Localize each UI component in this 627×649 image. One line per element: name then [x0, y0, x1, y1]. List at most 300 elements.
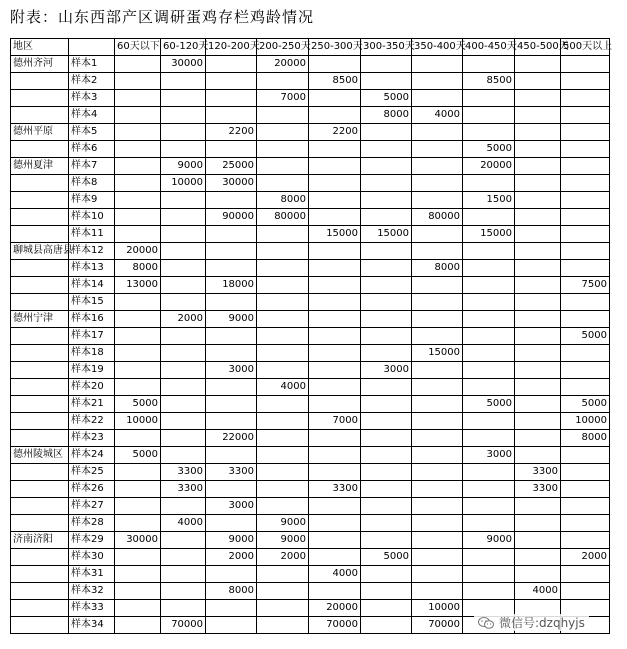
value-cell [161, 226, 206, 243]
value-cell [412, 226, 463, 243]
value-cell [309, 311, 361, 328]
value-cell: 4000 [309, 566, 361, 583]
value-cell [515, 447, 561, 464]
value-cell [412, 328, 463, 345]
table-row [11, 566, 610, 583]
value-cell: 90000 [206, 209, 257, 226]
sample-cell: 样本10 [69, 209, 115, 226]
value-cell: 3300 [206, 464, 257, 481]
region-cell [11, 345, 69, 362]
region-cell [11, 464, 69, 481]
value-cell [515, 73, 561, 90]
value-cell [463, 328, 515, 345]
value-cell [206, 396, 257, 413]
sample-cell: 样本34 [69, 617, 115, 634]
value-cell: 5000 [561, 396, 610, 413]
value-cell [515, 243, 561, 260]
value-cell [257, 617, 309, 634]
value-cell [115, 175, 161, 192]
table-row [11, 209, 610, 226]
table-row [11, 532, 610, 549]
value-cell: 8000 [257, 192, 309, 209]
value-cell [463, 362, 515, 379]
value-cell: 8000 [412, 260, 463, 277]
value-cell [412, 141, 463, 158]
value-cell [515, 311, 561, 328]
value-cell [361, 481, 412, 498]
value-cell [309, 362, 361, 379]
sample-cell: 样本7 [69, 158, 115, 175]
value-cell [361, 56, 412, 73]
value-cell [206, 413, 257, 430]
table-row [11, 379, 610, 396]
value-cell [257, 107, 309, 124]
value-cell: 20000 [463, 158, 515, 175]
value-cell [561, 379, 610, 396]
value-cell [206, 481, 257, 498]
value-cell [115, 515, 161, 532]
value-cell [361, 345, 412, 362]
value-cell [412, 481, 463, 498]
value-cell [561, 209, 610, 226]
value-cell [115, 158, 161, 175]
value-cell [412, 362, 463, 379]
column-header: 400-450天 [463, 39, 515, 56]
value-cell [206, 73, 257, 90]
sample-cell: 样本15 [69, 294, 115, 311]
value-cell [309, 243, 361, 260]
value-cell [412, 243, 463, 260]
region-cell [11, 226, 69, 243]
value-cell [515, 56, 561, 73]
value-cell [309, 260, 361, 277]
value-cell [412, 464, 463, 481]
region-cell [11, 90, 69, 107]
value-cell [515, 192, 561, 209]
value-cell [257, 430, 309, 447]
column-header: 200-250天 [257, 39, 309, 56]
value-cell [309, 379, 361, 396]
value-cell: 3000 [206, 362, 257, 379]
table-row [11, 124, 610, 141]
region-cell [11, 328, 69, 345]
column-header: 120-200天 [206, 39, 257, 56]
value-cell [361, 175, 412, 192]
value-cell [309, 583, 361, 600]
value-cell [257, 362, 309, 379]
region-cell: 德州宁津 [11, 311, 69, 328]
value-cell: 30000 [115, 532, 161, 549]
value-cell [412, 396, 463, 413]
value-cell [115, 124, 161, 141]
table-row [11, 294, 610, 311]
value-cell [463, 294, 515, 311]
value-cell [412, 447, 463, 464]
value-cell [115, 226, 161, 243]
value-cell: 9000 [463, 532, 515, 549]
value-cell [412, 158, 463, 175]
sample-cell: 样本25 [69, 464, 115, 481]
sample-cell: 样本4 [69, 107, 115, 124]
region-cell [11, 583, 69, 600]
sample-cell: 样本2 [69, 73, 115, 90]
region-cell [11, 175, 69, 192]
value-cell: 8000 [361, 107, 412, 124]
value-cell [206, 515, 257, 532]
value-cell: 8000 [561, 430, 610, 447]
value-cell: 10000 [115, 413, 161, 430]
sample-cell: 样本26 [69, 481, 115, 498]
region-cell [11, 617, 69, 634]
value-cell: 4000 [257, 379, 309, 396]
value-cell [257, 498, 309, 515]
region-cell [11, 379, 69, 396]
value-cell [161, 600, 206, 617]
column-header: 350-400天 [412, 39, 463, 56]
value-cell [161, 413, 206, 430]
value-cell [115, 73, 161, 90]
value-cell [463, 124, 515, 141]
value-cell [309, 430, 361, 447]
value-cell [463, 549, 515, 566]
value-cell: 10000 [412, 600, 463, 617]
sample-cell: 样本27 [69, 498, 115, 515]
value-cell [361, 311, 412, 328]
sample-cell: 样本21 [69, 396, 115, 413]
value-cell [463, 583, 515, 600]
value-cell: 3000 [361, 362, 412, 379]
table-row [11, 192, 610, 209]
value-cell [515, 260, 561, 277]
value-cell [161, 566, 206, 583]
region-cell [11, 192, 69, 209]
value-cell [515, 515, 561, 532]
table-row [11, 481, 610, 498]
value-cell [161, 277, 206, 294]
table-body [11, 56, 610, 634]
table-row [11, 311, 610, 328]
value-cell [561, 226, 610, 243]
value-cell: 2000 [206, 549, 257, 566]
value-cell: 8000 [206, 583, 257, 600]
value-cell [463, 90, 515, 107]
value-cell [361, 464, 412, 481]
table-row [11, 328, 610, 345]
value-cell [412, 498, 463, 515]
value-cell: 30000 [161, 56, 206, 73]
value-cell [412, 413, 463, 430]
value-cell [463, 277, 515, 294]
value-cell: 4000 [515, 583, 561, 600]
sample-cell: 样本6 [69, 141, 115, 158]
region-cell [11, 294, 69, 311]
value-cell [206, 447, 257, 464]
value-cell [361, 209, 412, 226]
value-cell: 3300 [515, 464, 561, 481]
column-header: 250-300天 [309, 39, 361, 56]
value-cell [206, 345, 257, 362]
sample-cell: 样本13 [69, 260, 115, 277]
value-cell [161, 430, 206, 447]
value-cell [309, 56, 361, 73]
watermark-text: 微信号:dzqhyjs [499, 616, 585, 630]
value-cell [561, 243, 610, 260]
value-cell [309, 175, 361, 192]
value-cell [361, 600, 412, 617]
value-cell [161, 447, 206, 464]
value-cell [561, 481, 610, 498]
value-cell: 25000 [206, 158, 257, 175]
value-cell [361, 192, 412, 209]
value-cell [515, 566, 561, 583]
sample-cell: 样本22 [69, 413, 115, 430]
region-cell: 德州齐河 [11, 56, 69, 73]
value-cell [115, 192, 161, 209]
table-row [11, 243, 610, 260]
value-cell: 9000 [257, 515, 309, 532]
watermark [474, 614, 589, 631]
value-cell [257, 226, 309, 243]
value-cell: 2000 [561, 549, 610, 566]
value-cell [309, 277, 361, 294]
value-cell [115, 107, 161, 124]
value-cell: 20000 [257, 56, 309, 73]
value-cell [115, 379, 161, 396]
value-cell [463, 56, 515, 73]
value-cell: 22000 [206, 430, 257, 447]
value-cell [161, 345, 206, 362]
value-cell: 20000 [309, 600, 361, 617]
value-cell [515, 209, 561, 226]
value-cell: 30000 [206, 175, 257, 192]
value-cell [309, 447, 361, 464]
value-cell [161, 73, 206, 90]
wechat-icon [478, 617, 494, 629]
value-cell: 3000 [463, 447, 515, 464]
value-cell [257, 158, 309, 175]
value-cell [161, 294, 206, 311]
table-row [11, 175, 610, 192]
sample-cell: 样本18 [69, 345, 115, 362]
table-row [11, 107, 610, 124]
value-cell [257, 141, 309, 158]
region-cell [11, 73, 69, 90]
region-cell [11, 107, 69, 124]
region-cell [11, 549, 69, 566]
value-cell [515, 107, 561, 124]
value-cell [115, 209, 161, 226]
value-cell: 4000 [161, 515, 206, 532]
value-cell [412, 124, 463, 141]
table-row [11, 260, 610, 277]
value-cell [412, 430, 463, 447]
sample-cell: 样本33 [69, 600, 115, 617]
value-cell [463, 481, 515, 498]
value-cell [257, 413, 309, 430]
value-cell [412, 56, 463, 73]
sample-cell: 样本3 [69, 90, 115, 107]
value-cell [115, 90, 161, 107]
value-cell [206, 141, 257, 158]
region-cell: 德州夏津 [11, 158, 69, 175]
value-cell [561, 532, 610, 549]
value-cell [561, 141, 610, 158]
table-row [11, 158, 610, 175]
value-cell: 2200 [309, 124, 361, 141]
data-table [10, 38, 613, 634]
value-cell [561, 56, 610, 73]
value-cell [309, 464, 361, 481]
value-cell [561, 260, 610, 277]
value-cell [515, 124, 561, 141]
value-cell [257, 583, 309, 600]
value-cell [515, 396, 561, 413]
value-cell [257, 396, 309, 413]
value-cell [515, 226, 561, 243]
sample-cell: 样本14 [69, 277, 115, 294]
value-cell: 9000 [161, 158, 206, 175]
value-cell [561, 447, 610, 464]
value-cell [561, 515, 610, 532]
value-cell [206, 243, 257, 260]
region-cell: 德州平原 [11, 124, 69, 141]
value-cell [161, 192, 206, 209]
value-cell: 4000 [412, 107, 463, 124]
value-cell: 2000 [161, 311, 206, 328]
value-cell: 15000 [309, 226, 361, 243]
value-cell [361, 73, 412, 90]
value-cell [463, 379, 515, 396]
value-cell [463, 464, 515, 481]
value-cell [412, 311, 463, 328]
table-row [11, 277, 610, 294]
value-cell [309, 396, 361, 413]
value-cell [515, 90, 561, 107]
value-cell [515, 498, 561, 515]
value-cell [561, 124, 610, 141]
sample-cell: 样本16 [69, 311, 115, 328]
region-cell [11, 566, 69, 583]
region-cell [11, 209, 69, 226]
value-cell [412, 549, 463, 566]
value-cell [361, 141, 412, 158]
region-cell: 济南济阳 [11, 532, 69, 549]
value-cell [561, 583, 610, 600]
value-cell: 5000 [115, 447, 161, 464]
value-cell [463, 311, 515, 328]
sample-cell: 样本24 [69, 447, 115, 464]
value-cell [206, 90, 257, 107]
value-cell [361, 583, 412, 600]
value-cell [161, 396, 206, 413]
value-cell [309, 549, 361, 566]
value-cell [257, 464, 309, 481]
sample-cell: 样本30 [69, 549, 115, 566]
value-cell [206, 566, 257, 583]
value-cell [463, 566, 515, 583]
value-cell [561, 90, 610, 107]
sample-cell: 样本31 [69, 566, 115, 583]
value-cell [309, 107, 361, 124]
sample-cell: 样本17 [69, 328, 115, 345]
value-cell [515, 175, 561, 192]
value-cell [161, 583, 206, 600]
table-row [11, 226, 610, 243]
value-cell [561, 498, 610, 515]
value-cell [115, 617, 161, 634]
value-cell [115, 549, 161, 566]
value-cell: 80000 [412, 209, 463, 226]
sample-cell: 样本12 [69, 243, 115, 260]
value-cell: 5000 [361, 90, 412, 107]
value-cell [463, 260, 515, 277]
value-cell [361, 566, 412, 583]
value-cell: 70000 [161, 617, 206, 634]
region-cell [11, 430, 69, 447]
value-cell [561, 175, 610, 192]
column-header: 500天以上 [561, 39, 610, 56]
value-cell [515, 277, 561, 294]
value-cell [206, 226, 257, 243]
value-cell [515, 413, 561, 430]
sample-cell: 样本1 [69, 56, 115, 73]
value-cell [206, 294, 257, 311]
value-cell [309, 209, 361, 226]
value-cell [257, 260, 309, 277]
value-cell [309, 90, 361, 107]
value-cell [515, 294, 561, 311]
region-cell [11, 498, 69, 515]
value-cell [257, 243, 309, 260]
value-cell [161, 260, 206, 277]
value-cell [361, 294, 412, 311]
value-cell [361, 413, 412, 430]
value-cell [206, 379, 257, 396]
sample-cell: 样本19 [69, 362, 115, 379]
value-cell [161, 107, 206, 124]
table-row [11, 73, 610, 90]
value-cell [463, 498, 515, 515]
value-cell [115, 311, 161, 328]
sample-cell: 样本8 [69, 175, 115, 192]
value-cell: 10000 [161, 175, 206, 192]
value-cell [463, 107, 515, 124]
value-cell [161, 90, 206, 107]
column-header: 60天以下 [115, 39, 161, 56]
column-header: 地区 [11, 39, 69, 56]
value-cell [412, 566, 463, 583]
value-cell [361, 158, 412, 175]
value-cell: 15000 [412, 345, 463, 362]
region-cell [11, 141, 69, 158]
value-cell [361, 617, 412, 634]
value-cell [361, 532, 412, 549]
table-row [11, 345, 610, 362]
value-cell [412, 532, 463, 549]
value-cell [115, 294, 161, 311]
value-cell [361, 447, 412, 464]
value-cell: 8000 [115, 260, 161, 277]
value-cell [161, 243, 206, 260]
table-row [11, 498, 610, 515]
value-cell: 13000 [115, 277, 161, 294]
value-cell [463, 413, 515, 430]
value-cell [412, 73, 463, 90]
value-cell [161, 141, 206, 158]
value-cell [309, 328, 361, 345]
value-cell [206, 260, 257, 277]
value-cell: 3300 [515, 481, 561, 498]
